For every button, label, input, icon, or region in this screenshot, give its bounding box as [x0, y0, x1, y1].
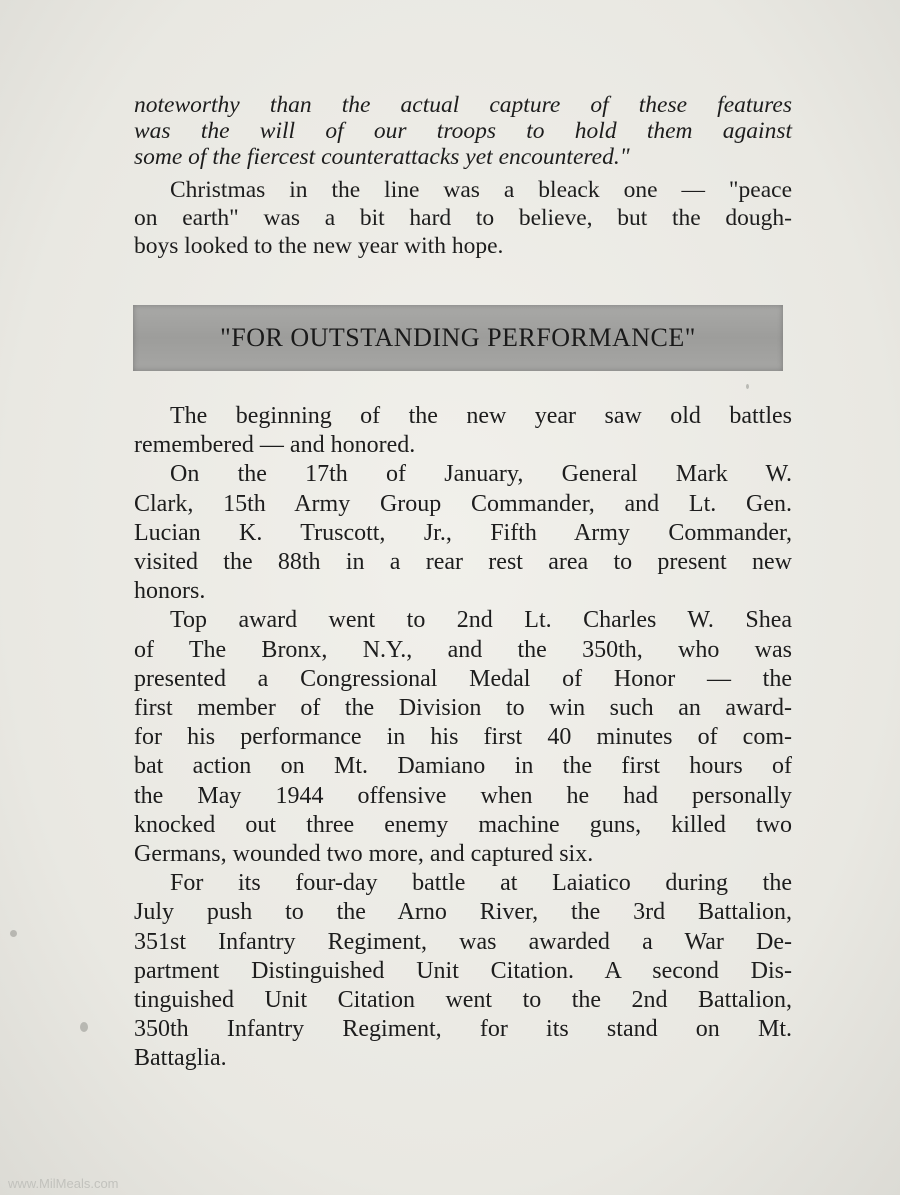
paragraph-line: The beginning of the new year saw old battles [170, 403, 792, 429]
section-heading-banner [133, 305, 783, 371]
paragraph-line: of The Bronx, N.Y., and the 350th, who was [134, 636, 792, 663]
paragraph-line: boys looked to the new year with hope. [134, 233, 504, 259]
paragraph-line: remembered — and honored. [134, 432, 416, 459]
paragraph-line: Christmas in the line was a bleack one — "peace [170, 177, 792, 203]
paragraph-line: presented a Congressional Medal of Honor — the [134, 665, 792, 692]
watermark-text: www.MilMeals.com [8, 1176, 119, 1191]
paragraph-line: Battaglia. [134, 1045, 227, 1072]
paragraph-line: 351st Infantry Regiment, was awarded a War De- [134, 928, 792, 955]
paragraph-line: Clark, 15th Army Group Commander, and Lt. Gen. [134, 490, 792, 517]
paper-speck [10, 930, 17, 937]
paragraph-line: honors. [134, 578, 206, 605]
paragraph-line: On the 17th of January, General Mark W. [170, 461, 792, 488]
section-title: "FOR OUTSTANDING PERFORMANCE" [220, 323, 696, 352]
paragraph-line: 350th Infantry Regiment, for its stand on Mt. [134, 1016, 792, 1043]
paragraph-line: Lucian K. Truscott, Jr., Fifth Army Commander, [134, 519, 792, 546]
paragraph-line: the May 1944 offensive when he had personally [134, 782, 792, 809]
quote-paragraph [134, 92, 792, 170]
paragraph-line: on earth" was a bit hard to believe, but the dough- [134, 205, 792, 231]
quote-line: was the will of our troops to hold them against [134, 118, 792, 144]
christmas-paragraph [134, 176, 792, 260]
paragraph-line: for his performance in his first 40 minutes of com- [134, 724, 792, 751]
quote-line: some of the fiercest counterattacks yet encountered." [134, 144, 630, 170]
paragraph-line: Top award went to 2nd Lt. Charles W. Shea [170, 607, 792, 634]
paper-speck [746, 384, 749, 389]
paragraph-line: partment Distinguished Unit Citation. A second Dis- [134, 957, 792, 984]
paragraph-line: For its four-day battle at Laiatico during the [170, 870, 792, 897]
paragraph-line: bat action on Mt. Damiano in the first hours of [134, 753, 792, 780]
paragraph-line: first member of the Division to win such an award- [134, 695, 792, 722]
paragraph-line: July push to the Arno River, the 3rd Battalion, [134, 899, 792, 926]
body-text [134, 402, 792, 1074]
paragraph-line: knocked out three enemy machine guns, killed two [134, 811, 792, 838]
paper-speck [80, 1022, 88, 1032]
quote-line: noteworthy than the actual capture of these features [134, 92, 792, 118]
paragraph-line: Germans, wounded two more, and captured six. [134, 841, 594, 868]
paragraph-line: visited the 88th in a rear rest area to present new [134, 549, 792, 576]
paragraph-line: tinguished Unit Citation went to the 2nd Battalion, [134, 987, 792, 1014]
